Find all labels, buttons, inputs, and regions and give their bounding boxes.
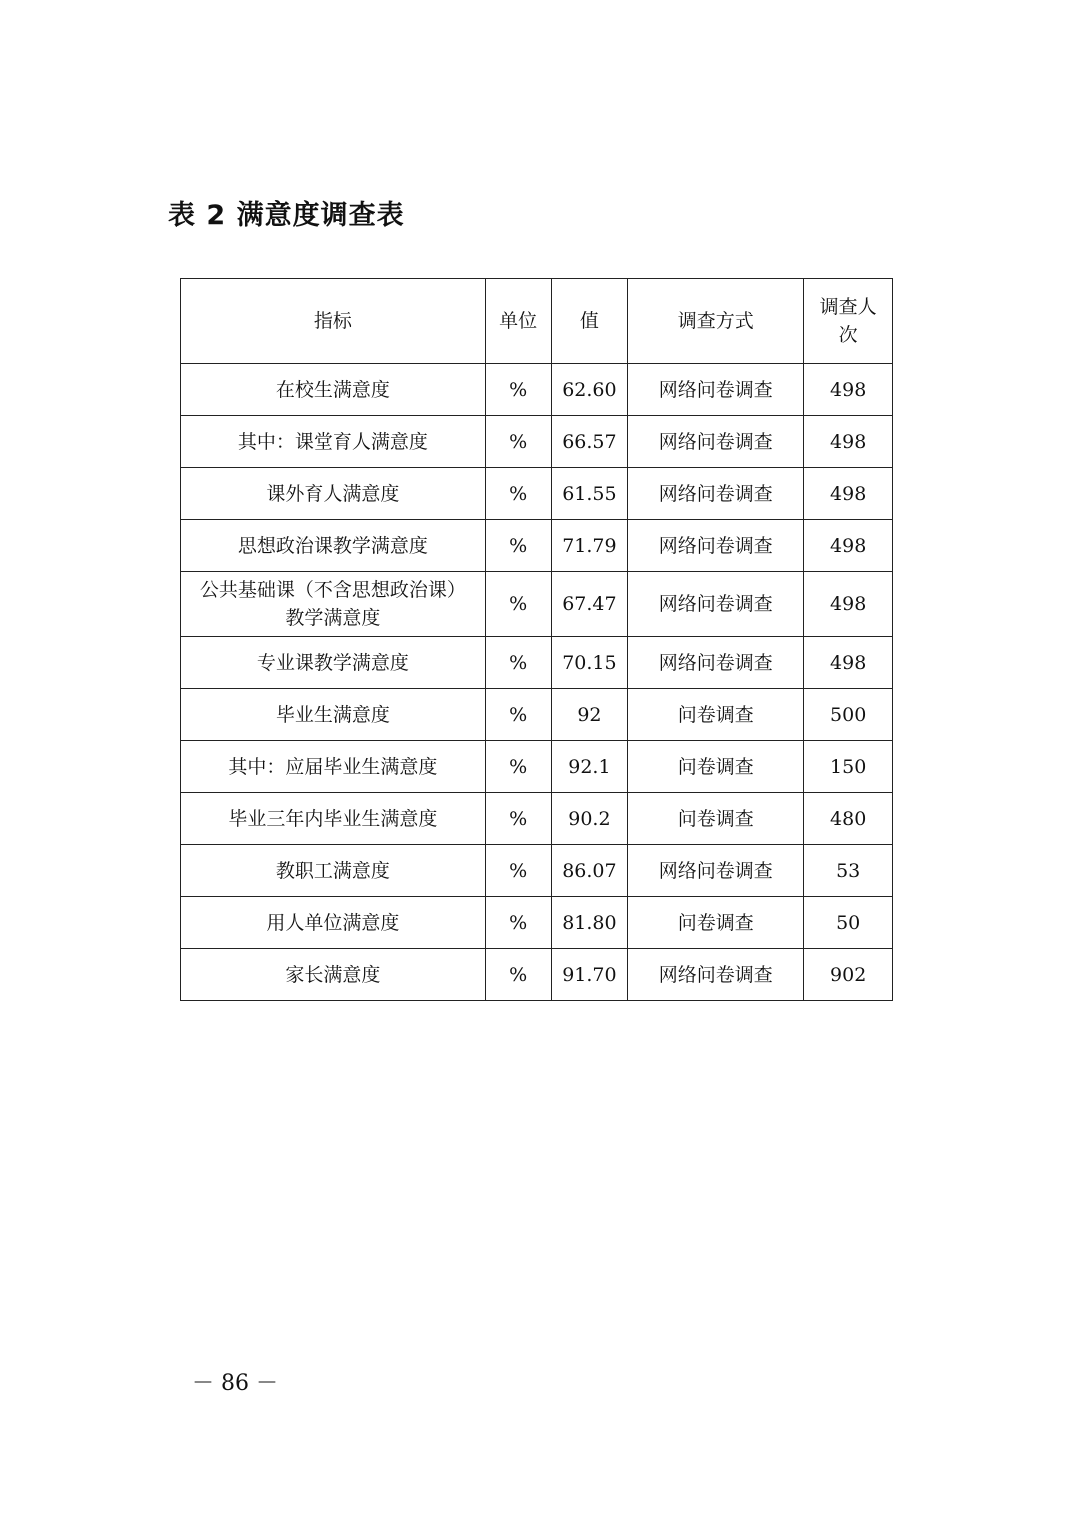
cell-count: 498 <box>804 637 893 689</box>
cell-indicator: 课外育人满意度 <box>181 468 486 520</box>
cell-unit: % <box>485 637 551 689</box>
cell-value: 67.47 <box>551 572 628 637</box>
table-row <box>181 741 893 793</box>
cell-indicator <box>181 572 486 637</box>
cell-unit: % <box>485 364 551 416</box>
header-unit: 单位 <box>485 279 551 364</box>
cell-value: 70.15 <box>551 637 628 689</box>
cell-value: 86.07 <box>551 845 628 897</box>
table-row <box>181 845 893 897</box>
cell-count: 498 <box>804 364 893 416</box>
table-row <box>181 793 893 845</box>
cell-method: 网络问卷调查 <box>628 520 804 572</box>
header-count <box>804 279 893 364</box>
cell-indicator: 家长满意度 <box>181 949 486 1001</box>
cell-count: 53 <box>804 845 893 897</box>
page-number: － 86 － <box>192 1371 278 1396</box>
satisfaction-survey-table <box>180 278 893 1001</box>
cell-value: 71.79 <box>551 520 628 572</box>
cell-unit: % <box>485 416 551 468</box>
cell-value: 62.60 <box>551 364 628 416</box>
table-header-row <box>181 279 893 364</box>
cell-method: 网络问卷调查 <box>628 637 804 689</box>
table-row <box>181 416 893 468</box>
cell-indicator: 毕业三年内毕业生满意度 <box>181 793 486 845</box>
table-row <box>181 637 893 689</box>
cell-unit: % <box>485 897 551 949</box>
cell-indicator: 用人单位满意度 <box>181 897 486 949</box>
table-row <box>181 468 893 520</box>
cell-unit: % <box>485 689 551 741</box>
cell-value: 66.57 <box>551 416 628 468</box>
cell-unit: % <box>485 520 551 572</box>
cell-unit: % <box>485 572 551 637</box>
cell-indicator: 教职工满意度 <box>181 845 486 897</box>
cell-unit: % <box>485 468 551 520</box>
cell-method: 网络问卷调查 <box>628 572 804 637</box>
cell-method: 网络问卷调查 <box>628 845 804 897</box>
cell-method: 问卷调查 <box>628 897 804 949</box>
cell-method: 问卷调查 <box>628 741 804 793</box>
cell-unit: % <box>485 949 551 1001</box>
cell-method: 网络问卷调查 <box>628 416 804 468</box>
cell-method: 问卷调查 <box>628 793 804 845</box>
cell-count: 498 <box>804 468 893 520</box>
table-row <box>181 689 893 741</box>
cell-indicator: 思想政治课教学满意度 <box>181 520 486 572</box>
cell-count: 500 <box>804 689 893 741</box>
cell-indicator-line2: 教学满意度 <box>285 607 381 629</box>
cell-unit: % <box>485 845 551 897</box>
cell-count: 498 <box>804 572 893 637</box>
cell-count: 902 <box>804 949 893 1001</box>
cell-value: 91.70 <box>551 949 628 1001</box>
cell-value: 90.2 <box>551 793 628 845</box>
cell-count: 498 <box>804 520 893 572</box>
table-row <box>181 364 893 416</box>
cell-unit: % <box>485 793 551 845</box>
cell-value: 81.80 <box>551 897 628 949</box>
cell-count: 498 <box>804 416 893 468</box>
cell-value: 92.1 <box>551 741 628 793</box>
cell-count: 150 <box>804 741 893 793</box>
cell-method: 网络问卷调查 <box>628 949 804 1001</box>
cell-value: 92 <box>551 689 628 741</box>
header-value: 值 <box>551 279 628 364</box>
cell-indicator: 其中：应届毕业生满意度 <box>181 741 486 793</box>
cell-method: 网络问卷调查 <box>628 468 804 520</box>
header-indicator: 指标 <box>181 279 486 364</box>
cell-method: 问卷调查 <box>628 689 804 741</box>
table-row <box>181 949 893 1001</box>
table-row <box>181 520 893 572</box>
cell-indicator: 在校生满意度 <box>181 364 486 416</box>
cell-indicator: 毕业生满意度 <box>181 689 486 741</box>
cell-count: 480 <box>804 793 893 845</box>
header-method: 调查方式 <box>628 279 804 364</box>
cell-count: 50 <box>804 897 893 949</box>
cell-indicator: 其中：课堂育人满意度 <box>181 416 486 468</box>
cell-value: 61.55 <box>551 468 628 520</box>
header-count-line1: 调查人 <box>819 296 877 318</box>
cell-indicator-line1: 公共基础课（不含思想政治课） <box>199 579 466 601</box>
header-count-line2: 次 <box>838 324 858 346</box>
cell-indicator: 专业课教学满意度 <box>181 637 486 689</box>
table-row <box>181 572 893 637</box>
cell-unit: % <box>485 741 551 793</box>
page-title: 表 2 满意度调查表 <box>168 200 405 231</box>
satisfaction-table-container <box>180 278 893 1001</box>
cell-method: 网络问卷调查 <box>628 364 804 416</box>
table-row <box>181 897 893 949</box>
